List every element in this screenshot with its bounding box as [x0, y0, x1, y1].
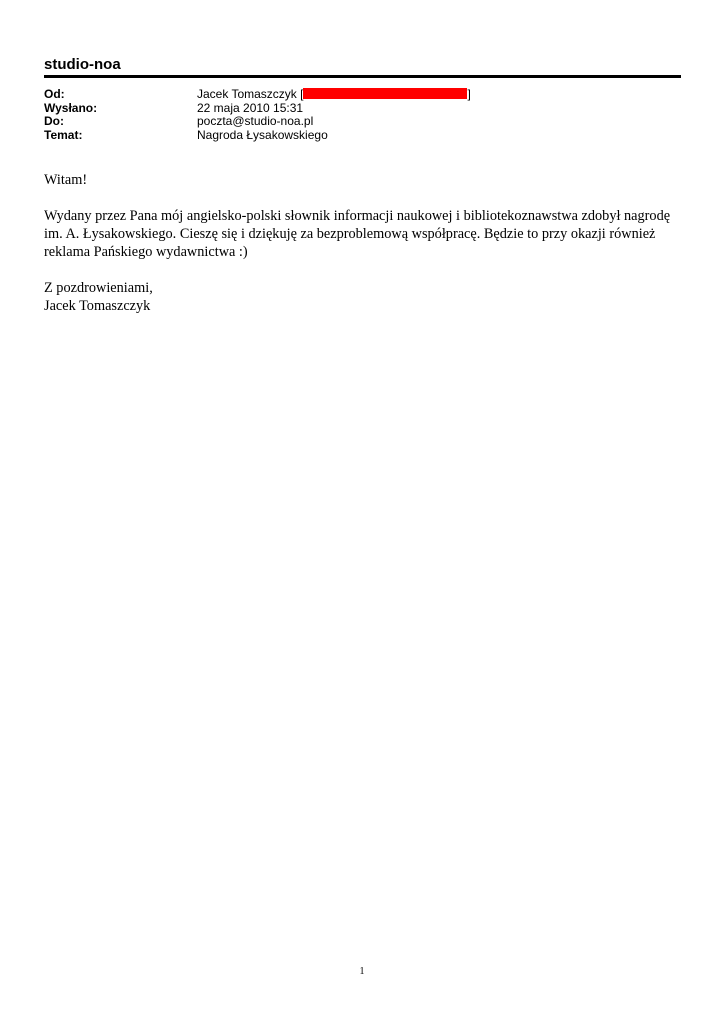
page-number: 1	[359, 966, 365, 977]
from-value	[197, 88, 471, 102]
greeting: Witam!	[44, 172, 88, 188]
from-row	[44, 88, 684, 102]
from-label: Od:	[44, 87, 65, 101]
subject-label: Temat:	[44, 127, 83, 142]
to-row	[44, 115, 684, 129]
redacted-email-block	[303, 88, 467, 99]
from-close: ]	[467, 87, 471, 101]
from-name: Jacek Tomaszczyk [	[197, 87, 304, 101]
header-divider	[44, 75, 681, 78]
email-meta	[44, 88, 684, 142]
sent-value: 22 maja 2010 15:31	[197, 100, 304, 115]
sent-label: Wysłano:	[44, 100, 98, 115]
subject-value: Nagroda Łysakowskiego	[197, 127, 328, 142]
closing: Z pozdrowieniami,	[44, 280, 153, 296]
email-header	[44, 56, 681, 74]
mailbox-name: studio-noa	[44, 56, 121, 73]
signature: Jacek Tomaszczyk	[44, 298, 151, 314]
sent-row	[44, 102, 684, 116]
to-value: poczta@studio-noa.pl	[197, 114, 314, 128]
to-label: Do:	[44, 114, 64, 128]
subject-row	[44, 129, 684, 143]
email-body	[44, 171, 684, 315]
message-paragraph: Wydany przez Pana mój angielsko-polski słownik informacji naukowej i bibliotekoznawstwa zdobył nagrodę im. A. Łysakowskiego. Cieszę się i dziękuję za bezproblemową współpracę. Będzie to przy okazji również reklama Pańskiego wydawnictwa :)	[44, 208, 671, 260]
